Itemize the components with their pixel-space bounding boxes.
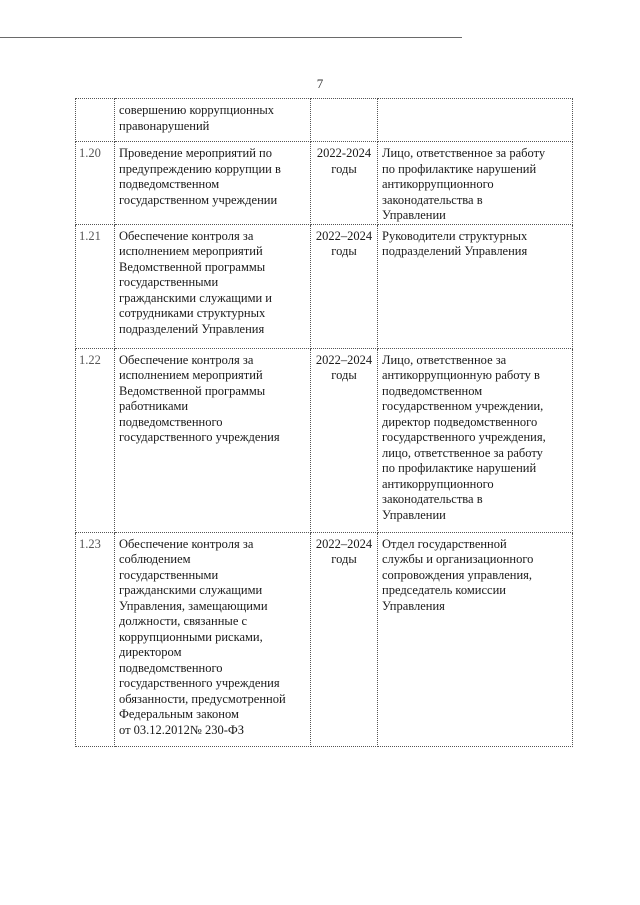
measure-responsible-line: Лицо, ответственное за работу [382,146,546,160]
measure-description [115,532,311,746]
measure-period-line: 2022–2024 [315,352,373,367]
measure-responsible-line: по профилактике нарушений [382,161,537,176]
measure-period-line: годы [331,552,357,566]
measure-responsible-line: законодательства в [382,192,483,207]
measure-description-line: государственного учреждения [119,430,280,444]
measure-description-line: подведомственного [119,414,223,429]
measure-description-line: Обеспечение контроля за [119,228,254,243]
measure-description-line: Управления, замещающими [119,598,268,613]
measure-description-line: государственными [119,275,219,289]
measure-description-line: государственными [119,567,219,582]
measure-description-line: совершению коррупционных [119,103,275,117]
measure-period [311,224,378,348]
measure-responsible-line: антикоррупционную работу в [382,368,540,382]
page-number: 7 [316,76,324,91]
measure-description-line: Проведение мероприятий по [119,146,272,160]
row-number-cell [76,224,115,348]
measure-description-line: подведомственного [119,660,223,675]
measure-description [115,99,311,142]
measure-description-line: от 03.12.2012№ 230-ФЗ [119,722,245,737]
measure-responsible-line: подразделений Управления [382,244,528,258]
measure-period-line: 2022–2024 [315,536,373,551]
measure-description [115,142,311,225]
measure-description-line: обязанности, предусмотренной [119,691,286,706]
measure-description-line: директором [119,645,182,659]
measure-description-line: предупреждению коррупции в [119,161,281,176]
table-row [76,99,573,142]
measure-responsible-line: директор подведомственного [382,414,538,429]
measure-description-line: исполнением мероприятий [119,244,263,258]
table-row [76,348,573,532]
measure-responsible-line: Управления [382,598,445,613]
measure-responsible-line: подведомственном [382,383,483,398]
measure-responsible [378,532,573,746]
measure-period [311,348,378,532]
measure-description-line: Ведомственной программы [119,383,266,398]
measure-responsible-line: по профилактике нарушений [382,461,537,475]
measure-responsible-line: Руководители структурных [382,228,528,243]
row-number: 1.22 [79,352,101,367]
measure-responsible-line: лицо, ответственное за работу [382,445,543,460]
measure-description-line: подведомственном [119,177,220,191]
measure-description-line: Федеральным законом [119,707,239,721]
measure-responsible [378,224,573,348]
measure-period-line: 2022–2024 [315,228,373,243]
measure-description-line: правонарушений [119,118,210,133]
row-number: 1.21 [79,228,101,243]
measure-description [115,224,311,348]
measure-responsible-line: Управлении [382,507,446,522]
measure-responsible-line: сопровождения управления, [382,567,533,582]
measure-description-line: Ведомственной программы [119,259,266,274]
measure-description-line: государственном учреждении [119,192,278,207]
measure-responsible-line: председатель комиссии [382,583,506,597]
measure-responsible-line: антикоррупционного [382,476,494,491]
measure-description-line: гражданскими служащими [119,583,263,597]
measure-description-line: Обеспечение контроля за [119,536,254,551]
measure-description-line: Обеспечение контроля за [119,352,254,367]
measure-responsible-line: государственном учреждении, [382,399,544,413]
measure-responsible [378,99,573,142]
table-row [76,532,573,746]
measure-period-line: годы [331,244,357,258]
measure-period [311,532,378,746]
measure-responsible-line: антикоррупционного [382,177,494,191]
measure-description-line: исполнением мероприятий [119,368,263,382]
top-rule [0,37,462,38]
row-number-cell [76,348,115,532]
measure-description-line: государственного учреждения [119,676,280,690]
measure-responsible-line: Лицо, ответственное за [382,352,507,367]
row-number-cell [76,99,115,142]
measure-responsible-line: Отдел государственной [382,536,507,551]
measure-description-line: сотрудниками структурных [119,306,266,320]
measure-description-line: гражданскими служащими и [119,290,272,305]
measure-description-line: подразделений Управления [119,321,265,336]
measures-table [75,98,573,747]
measure-description-line: работниками [119,399,189,413]
table-row [76,142,573,225]
measure-responsible [378,348,573,532]
measure-period [311,99,378,142]
measure-period-line: годы [331,368,357,382]
row-number: 1.20 [79,146,101,160]
measure-responsible-line: Управлении [382,208,446,222]
measure-responsible-line: государственного учреждения, [382,430,546,444]
measure-description-line: соблюдением [119,552,191,566]
measure-period-line: 2022-2024 [316,146,372,160]
row-number-cell [76,532,115,746]
measure-description [115,348,311,532]
measure-description-line: коррупционными рисками, [119,629,263,644]
measure-period-line: годы [331,161,357,176]
table-row [76,224,573,348]
measure-responsible-line: законодательства в [382,492,483,506]
measure-description-line: должности, связанные с [119,614,248,628]
measure-responsible-line: службы и организационного [382,552,534,566]
measure-period [311,142,378,225]
row-number-cell [76,142,115,225]
row-number: 1.23 [79,536,101,551]
measure-responsible [378,142,573,225]
